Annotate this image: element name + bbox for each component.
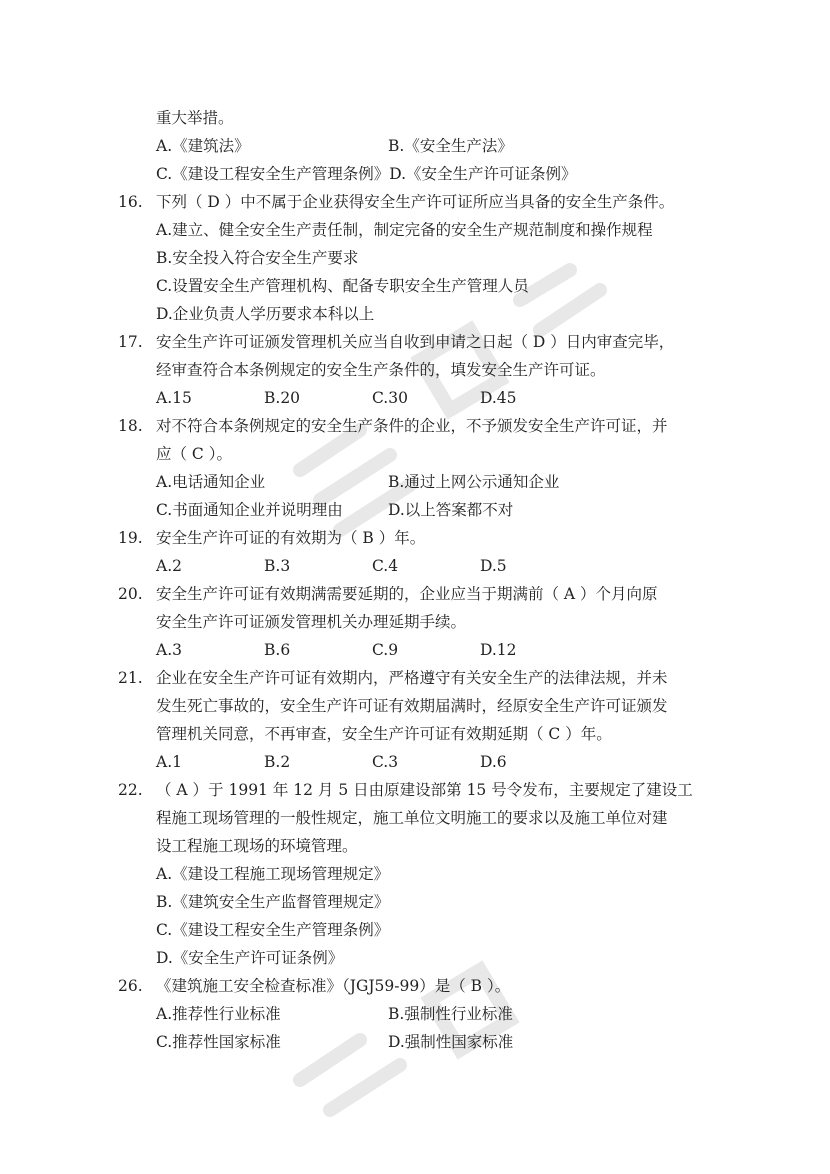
options-row — [118, 748, 718, 776]
question-text: 安全生产许可证的有效期为（ B ）年。 — [156, 529, 426, 547]
options-row — [118, 1000, 718, 1028]
question-number: 16. — [118, 193, 143, 211]
option-d: D.5 — [480, 557, 507, 575]
option-d: D.《安全生产许可证条例》 — [389, 165, 577, 183]
option-a: A.电话通知企业 — [156, 473, 266, 491]
option-a: A.1 — [156, 753, 182, 771]
question-number: 18. — [118, 417, 143, 435]
question-16 — [118, 188, 718, 216]
options-row — [118, 384, 718, 412]
question-text-cont: 经审查符合本条例规定的安全生产条件的，填发安全生产许可证。 — [156, 361, 606, 379]
option-c: C.3 — [372, 753, 399, 771]
question-20 — [118, 580, 718, 608]
question-text-cont: 设工程施工现场的环境管理。 — [156, 837, 358, 855]
question-text: 《建筑施工安全检查标准》（JGJ59-99）是（ B ）。 — [156, 977, 511, 995]
question-text-cont: 应（ C ）。 — [156, 445, 232, 463]
option-d: D.强制性国家标准 — [388, 1033, 514, 1051]
question-17 — [118, 328, 718, 356]
option-a: A.推荐性行业标准 — [156, 1005, 281, 1023]
option-a: A.2 — [156, 557, 182, 575]
option-d: D.45 — [480, 389, 517, 407]
option-b: B.20 — [264, 389, 301, 407]
option-d: D.《安全生产许可证条例》 — [156, 949, 344, 967]
option-c: C.《建设工程安全生产管理条例》 — [156, 165, 390, 183]
option-b: B.6 — [264, 641, 291, 659]
option-d: D.12 — [480, 641, 517, 659]
question-text: 安全生产许可证颁发管理机关应当自收到申请之日起（ D ）日内审查完毕， — [156, 333, 675, 351]
option-d: D.企业负责人学历要求本科以上 — [156, 305, 375, 323]
question-text-cont: 管理机关同意，不再审查，安全生产许可证有效期延期（ C ）年。 — [156, 725, 612, 743]
option-b: B.3 — [264, 557, 291, 575]
option-a: A.15 — [156, 389, 192, 407]
option-a: A.建立、健全安全生产责任制，制定完备的安全生产规范制度和操作规程 — [156, 221, 653, 239]
question-number: 17. — [118, 333, 143, 351]
option-b: B.强制性行业标准 — [388, 1005, 513, 1023]
option-b: B.《安全生产法》 — [388, 137, 513, 155]
option-b: B.通过上网公示通知企业 — [388, 473, 560, 491]
option-a: A.3 — [156, 641, 182, 659]
option-a: A.《建设工程施工现场管理规定》 — [156, 865, 390, 883]
document-body — [118, 104, 718, 1056]
option-b: B.2 — [264, 753, 291, 771]
question-text: 下列（ D ）中不属于企业获得安全生产许可证所应当具备的安全生产条件。 — [156, 193, 675, 211]
option-c: C.推荐性国家标准 — [156, 1033, 281, 1051]
option-d: D.以上答案都不对 — [388, 501, 514, 519]
options-row — [118, 496, 718, 524]
continuation-text: 重大举措。 — [156, 109, 234, 127]
question-21 — [118, 664, 718, 692]
question-26 — [118, 972, 718, 1000]
option-c: C.30 — [372, 389, 408, 407]
options-row — [118, 160, 718, 188]
question-number: 22. — [118, 781, 143, 799]
question-text-cont: 程施工现场管理的一般性规定，施工单位文明施工的要求以及施工单位对建 — [156, 809, 668, 827]
question-number: 21. — [118, 669, 143, 687]
question-number: 26. — [118, 977, 143, 995]
option-c: C.9 — [372, 641, 399, 659]
options-row — [118, 636, 718, 664]
option-d: D.6 — [480, 753, 507, 771]
option-c: C.《建设工程安全生产管理条例》 — [156, 921, 390, 939]
options-row — [118, 1028, 718, 1056]
options-row — [118, 468, 718, 496]
question-22 — [118, 776, 718, 804]
option-c: C.4 — [372, 557, 399, 575]
question-number: 20. — [118, 585, 143, 603]
question-text: 对不符合本条例规定的安全生产条件的企业，不予颁发安全生产许可证，并 — [156, 417, 668, 435]
options-row — [118, 132, 718, 160]
question-19 — [118, 524, 718, 552]
question-text: 企业在安全生产许可证有效期内，严格遵守有关安全生产的法律法规，并未 — [156, 669, 668, 687]
option-a: A.《建筑法》 — [156, 137, 250, 155]
option-b: B.《建筑安全生产监督管理规定》 — [156, 893, 390, 911]
question-number: 19. — [118, 529, 143, 547]
question-text: （ A ）于 1991 年 12 月 5 日由原建设部第 15 号令发布，主要规定了建设工 — [156, 781, 693, 799]
question-text-cont: 安全生产许可证颁发管理机关办理延期手续。 — [156, 613, 467, 631]
options-row — [118, 552, 718, 580]
question-text: 安全生产许可证有效期满需要延期的，企业应当于期满前（ A ）个月向原 — [156, 585, 658, 603]
option-b: B.安全投入符合安全生产要求 — [156, 249, 359, 267]
option-c: C.设置安全生产管理机构、配备专职安全生产管理人员 — [156, 277, 529, 295]
question-18 — [118, 412, 718, 440]
question-text-cont: 发生死亡事故的，安全生产许可证有效期届满时，经原安全生产许可证颁发 — [156, 697, 668, 715]
option-c: C.书面通知企业并说明理由 — [156, 501, 343, 519]
